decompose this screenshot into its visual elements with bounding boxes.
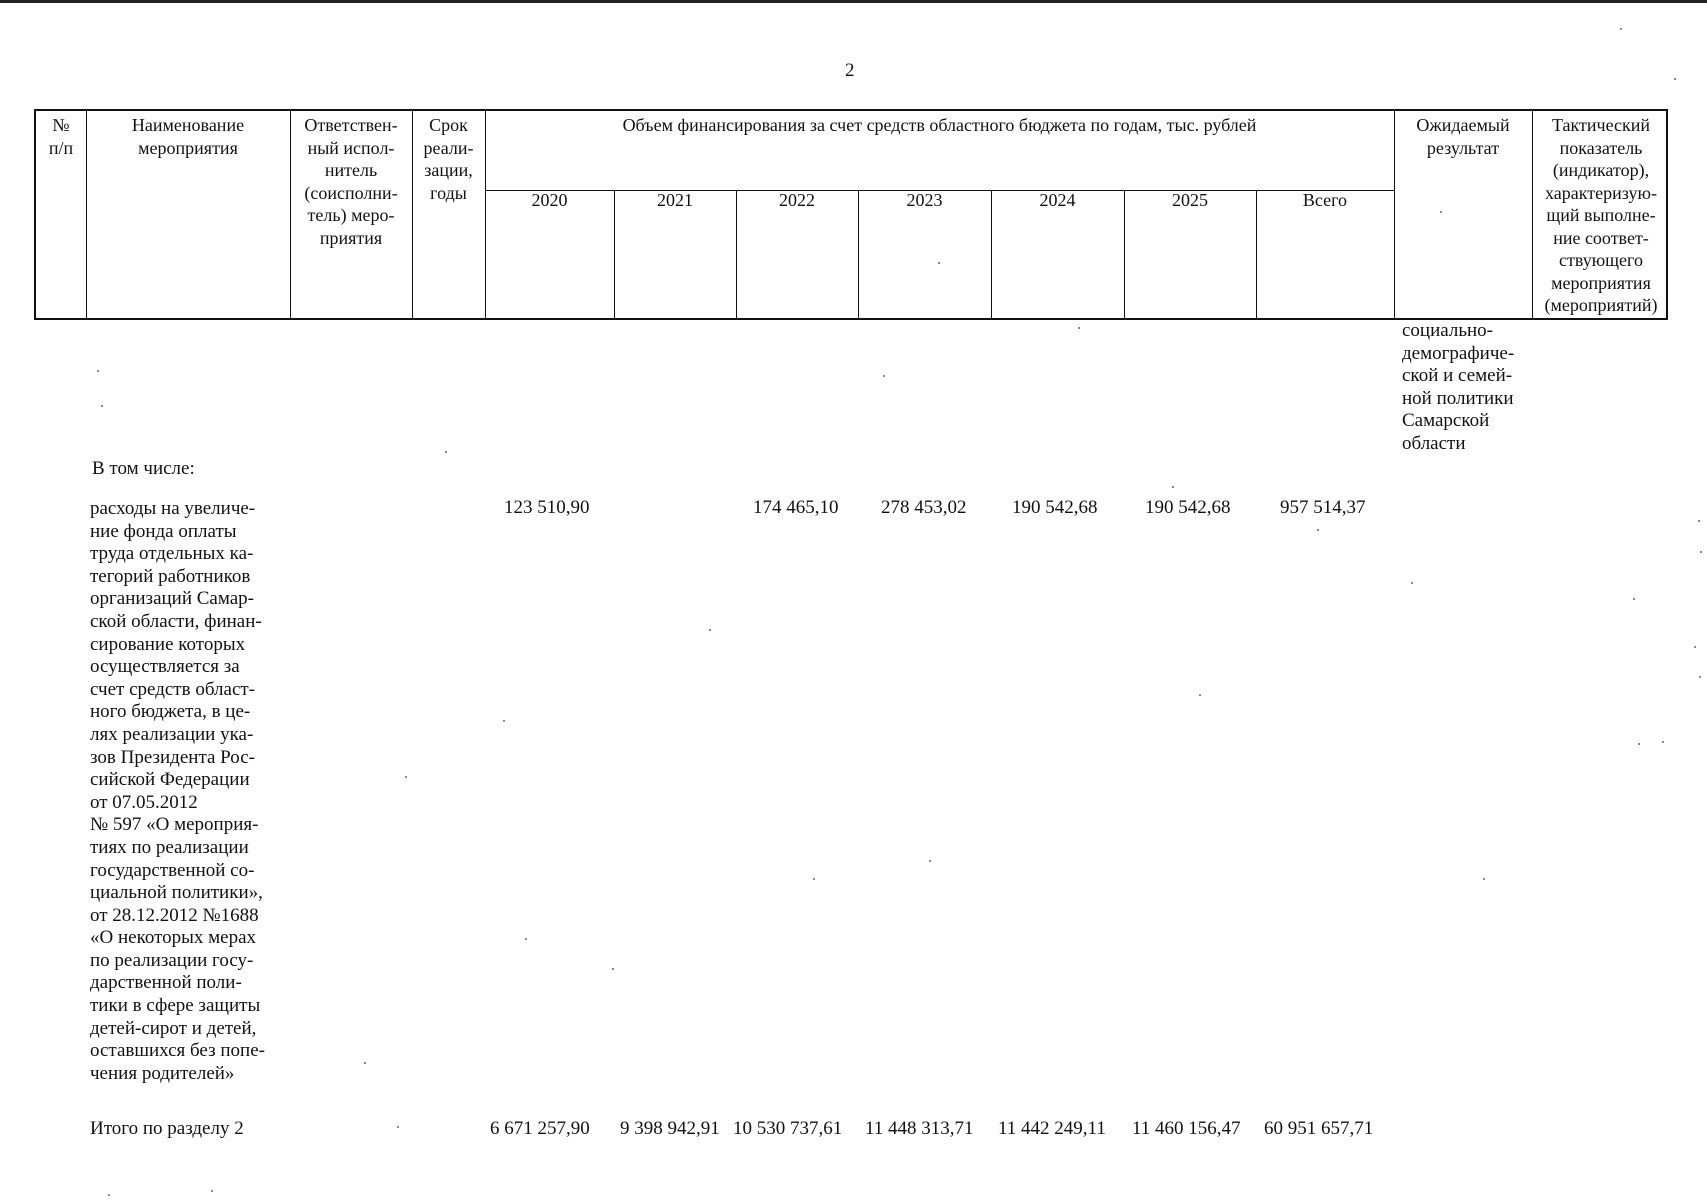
expense-row-name — [90, 498, 279, 1085]
header-name: Наименование мероприятия — [131, 115, 245, 158]
year-2024: 2024 — [1039, 190, 1076, 210]
total-2021: 9 398 942,91 — [620, 1118, 720, 1139]
header-responsible: Ответствен- ный испол- нитель (соисполни- тель) меро- приятия — [304, 115, 398, 248]
expense-name-line: сирование которых — [90, 633, 246, 655]
expense-2022: 174 465,10 — [753, 497, 839, 518]
total-2023: 11 448 313,71 — [865, 1118, 974, 1139]
total-2020: 6 671 257,90 — [490, 1118, 590, 1139]
total-2024: 11 442 249,11 — [998, 1118, 1106, 1139]
expense-name-line: ской области, финан- — [90, 610, 262, 632]
year-2022: 2022 — [779, 190, 815, 210]
expense-name-line: лях реализации ука- — [90, 723, 254, 745]
header-num: № п/п — [48, 115, 74, 158]
expense-name-line: «О некоторых мерах — [90, 927, 257, 949]
expense-name-line: от 28.12.2012 №1688 — [90, 904, 259, 926]
expense-name-line: от 07.05.2012 — [90, 791, 198, 813]
expense-2023: 278 453,02 — [881, 497, 967, 518]
expense-2025: 190 542,68 — [1145, 497, 1231, 518]
expense-2020: 123 510,90 — [504, 497, 590, 518]
expense-name-line: ного бюджета, в це- — [90, 701, 251, 723]
expense-total: 957 514,37 — [1280, 497, 1366, 518]
expense-name-line: зов Президента Рос- — [90, 746, 255, 768]
expense-name-line: ние фонда оплаты — [90, 520, 237, 542]
expense-name-line: по реализации госу- — [90, 949, 254, 971]
expense-name-line: № 597 «О мероприя- — [90, 814, 259, 836]
year-2020: 2020 — [531, 190, 568, 210]
including-label: В том числе: — [92, 458, 195, 479]
total-2025: 11 460 156,47 — [1132, 1118, 1241, 1139]
year-total: Всего — [1302, 190, 1348, 210]
expense-name-line: тики в сфере защиты — [90, 995, 261, 1017]
expense-name-line: дарственной поли- — [90, 972, 242, 994]
header-funding: Объем финансирования за счет средств областного бюджета по годам, тыс. рублей — [622, 115, 1257, 135]
expense-2024: 190 542,68 — [1012, 497, 1098, 518]
total-all: 60 951 657,71 — [1264, 1118, 1374, 1139]
year-2025: 2025 — [1172, 190, 1208, 210]
header-result: Ожидаемый результат — [1416, 115, 1510, 158]
year-2021: 2021 — [657, 190, 693, 210]
header-term: Срок реали- зации, годы — [423, 115, 474, 203]
expense-name-line: тегорий работников — [90, 565, 251, 587]
expense-name-line: организаций Самар- — [90, 588, 255, 610]
header-indicator: Тактический показатель (индикатор), характеризую- щий выполне- ние соответ- ствующего мероприятия (мероприятий) — [1544, 115, 1658, 315]
expense-name-line: сийской Федерации — [90, 769, 250, 791]
expense-name-line: счет средств област- — [90, 678, 256, 700]
section-total-label: Итого по разделу 2 — [90, 1118, 244, 1139]
total-2022: 10 530 737,61 — [733, 1118, 843, 1139]
expense-name-line: осуществляется за — [90, 656, 240, 678]
table-header — [34, 109, 1668, 320]
expected-result-continuation: социально- демографиче- ской и семей- ной политики Самарской области — [1402, 320, 1515, 454]
expense-name-line: детей-сирот и детей, — [90, 1017, 257, 1039]
expense-name-line: оставшихся без попе- — [90, 1040, 265, 1062]
year-2023: 2023 — [906, 190, 943, 210]
expense-name-line: тиях по реализации — [90, 836, 249, 858]
scan-top-edge — [0, 0, 1707, 3]
expense-name-line: государственной со- — [90, 859, 255, 881]
page-number: 2 — [845, 60, 855, 81]
expense-name-line: чения родителей» — [90, 1062, 235, 1084]
expense-name-line: циальной политики», — [90, 882, 263, 904]
expense-name-line: расходы на увеличе- — [90, 498, 256, 519]
expense-name-line: труда отдельных ка- — [90, 543, 254, 565]
